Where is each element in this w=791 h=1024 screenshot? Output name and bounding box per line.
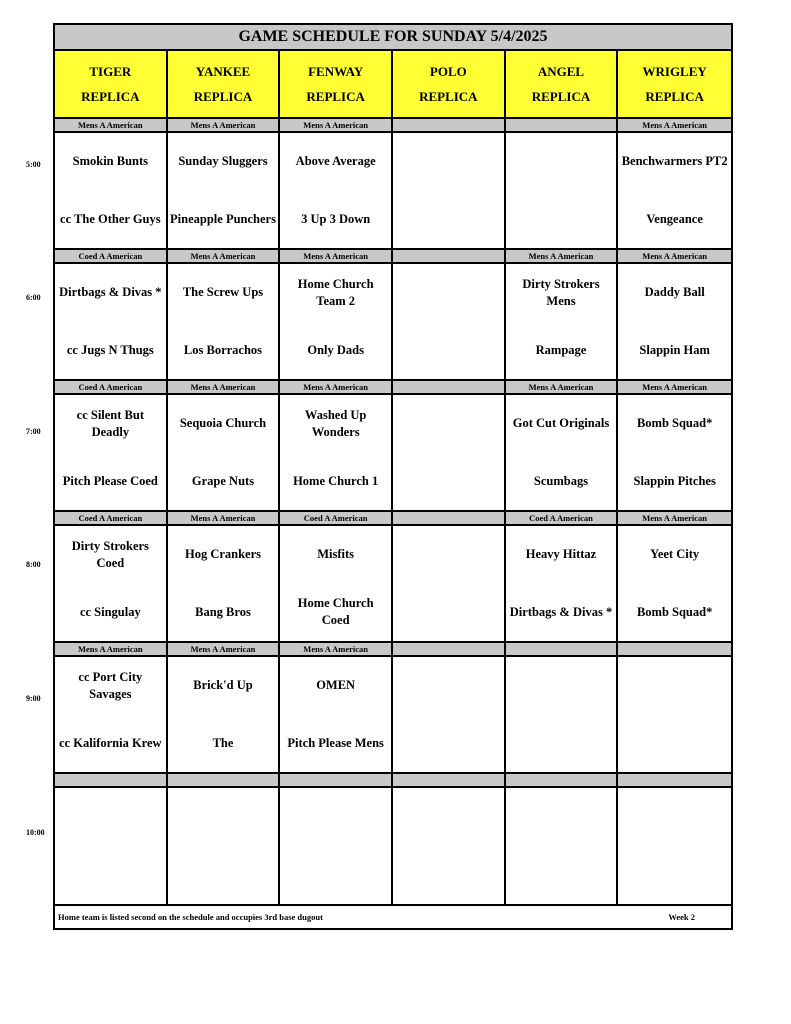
division-label: Mens A American [618, 381, 731, 395]
home-team [506, 846, 617, 904]
field-name: FENWAY [308, 64, 364, 79]
game-cell [393, 133, 506, 250]
home-team: Rampage [535, 342, 587, 357]
division-label [618, 774, 731, 788]
home-team: Pineapple Punchers [170, 211, 276, 226]
home-team: Bomb Squad* [636, 604, 713, 619]
game-cell [55, 788, 168, 906]
away-team: Home Church Team 2 [297, 276, 374, 308]
game-cell [280, 788, 393, 906]
division-label: Coed A American [55, 512, 168, 526]
game-cell [393, 395, 506, 512]
game-cell [618, 395, 731, 512]
home-team [393, 715, 504, 773]
division-label: Mens A American [618, 512, 731, 526]
home-team: Home Church 1 [293, 473, 379, 488]
time-label: 9:00 [26, 694, 41, 703]
game-cell [393, 788, 506, 906]
schedule-title: GAME SCHEDULE FOR SUNDAY 5/4/2025 [55, 25, 731, 51]
game-cell [55, 395, 168, 512]
division-label: Mens A American [280, 250, 393, 264]
away-team [55, 788, 166, 846]
field-name: POLO [429, 64, 467, 79]
away-team [506, 133, 617, 191]
home-team: 3 Up 3 Down [301, 211, 371, 226]
field-header [55, 51, 168, 119]
division-label: Mens A American [168, 119, 281, 133]
away-team: Dirty Strokers Coed [71, 538, 149, 570]
field-type: REPLICA [645, 89, 704, 104]
game-cell [280, 395, 393, 512]
division-label [393, 774, 506, 788]
home-team [393, 322, 504, 380]
home-team: Slappin Pitches [633, 473, 716, 488]
home-team [280, 846, 391, 904]
field-type: REPLICA [306, 89, 365, 104]
away-team: OMEN [316, 678, 356, 693]
home-team: Vengeance [646, 211, 703, 226]
division-label [393, 119, 506, 133]
away-team: Heavy Hittaz [525, 547, 597, 562]
away-team [506, 657, 617, 715]
division-label: Mens A American [168, 250, 281, 264]
away-team: Yeet City [650, 547, 700, 562]
away-team [393, 526, 504, 584]
division-label [168, 774, 281, 788]
game-cell [280, 526, 393, 643]
time-label: 6:00 [26, 293, 41, 302]
away-team [393, 788, 504, 846]
home-team [393, 191, 504, 249]
field-header [393, 51, 506, 119]
field-name: YANKEE [195, 64, 251, 79]
away-team: Benchwarmers PT2 [621, 154, 728, 169]
away-team: Hog Crankers [184, 547, 262, 562]
game-cell [168, 526, 281, 643]
division-label [280, 774, 393, 788]
field-type: REPLICA [531, 89, 591, 104]
away-team [280, 788, 391, 846]
home-team [618, 846, 731, 904]
game-cell [618, 264, 731, 381]
division-label: Mens A American [280, 643, 393, 657]
home-team: The [212, 735, 234, 750]
field-header [506, 51, 619, 119]
home-team: cc Kalifornia Krew [59, 735, 162, 750]
time-label: 7:00 [26, 427, 41, 436]
game-cell [506, 657, 619, 774]
away-team [506, 788, 617, 846]
division-label: Coed A American [506, 512, 619, 526]
field-name: TIGER [89, 64, 132, 79]
game-cell [168, 395, 281, 512]
division-label [393, 512, 506, 526]
home-team: cc Jugs N Thugs [66, 342, 154, 357]
home-team [618, 715, 731, 773]
division-label: Mens A American [168, 381, 281, 395]
field-type: REPLICA [193, 89, 253, 104]
home-team [55, 846, 166, 904]
division-label: Mens A American [618, 119, 731, 133]
game-cell [168, 133, 281, 250]
division-label: Mens A American [168, 512, 281, 526]
home-team [168, 846, 279, 904]
time-label: 5:00 [26, 160, 41, 169]
division-label: Mens A American [618, 250, 731, 264]
away-team: Bomb Squad* [636, 416, 713, 431]
home-team: cc The Other Guys [60, 211, 161, 226]
away-team: Washed Up Wonders [304, 407, 367, 439]
home-team [506, 191, 617, 249]
home-team: Bang Bros [195, 604, 251, 619]
away-team: Brick'd Up [193, 678, 253, 693]
home-team: cc Singulay [79, 604, 141, 619]
division-label: Mens A American [55, 643, 168, 657]
division-label [393, 643, 506, 657]
division-label [393, 250, 506, 264]
away-team: cc Silent But Deadly [76, 407, 144, 439]
home-team: Grape Nuts [191, 473, 255, 488]
away-team: Misfits [317, 547, 355, 562]
game-cell [506, 133, 619, 250]
home-team: Home Church Coed [297, 596, 374, 628]
game-cell [280, 133, 393, 250]
home-team [393, 453, 504, 511]
division-label: Mens A American [55, 119, 168, 133]
game-cell [506, 788, 619, 906]
away-team: Sunday Sluggers [178, 154, 268, 169]
home-team: Slappin Ham [639, 342, 710, 357]
game-cell [55, 264, 168, 381]
away-team: Daddy Ball [644, 285, 705, 300]
away-team [168, 788, 279, 846]
game-cell [280, 264, 393, 381]
away-team: Above Average [295, 154, 376, 169]
schedule-grid [55, 51, 731, 906]
game-cell [506, 526, 619, 643]
field-header [168, 51, 281, 119]
game-cell [280, 657, 393, 774]
week-label: Week 2 [668, 912, 695, 922]
time-label: 10:00 [26, 828, 45, 837]
game-cell [55, 133, 168, 250]
division-label: Mens A American [506, 381, 619, 395]
home-team [393, 846, 504, 904]
field-header [618, 51, 731, 119]
game-cell [618, 526, 731, 643]
game-cell [168, 264, 281, 381]
footer [55, 906, 731, 928]
time-label: 8:00 [26, 560, 41, 569]
home-team: Scumbags [533, 473, 589, 488]
home-team: Los Borrachos [183, 342, 263, 357]
game-cell [168, 788, 281, 906]
division-label [393, 381, 506, 395]
away-team [393, 133, 504, 191]
away-team: Got Cut Originals [512, 416, 610, 431]
away-team [393, 395, 504, 453]
game-cell [506, 395, 619, 512]
game-cell [618, 788, 731, 906]
division-label: Mens A American [506, 250, 619, 264]
game-cell [618, 657, 731, 774]
division-label [55, 774, 168, 788]
game-cell [55, 657, 168, 774]
division-label: Mens A American [168, 643, 281, 657]
division-label: Coed A American [55, 250, 168, 264]
home-team: Dirtbags & Divas * [509, 604, 613, 619]
division-label [506, 643, 619, 657]
field-name: WRIGLEY [642, 64, 707, 79]
game-cell [618, 133, 731, 250]
game-cell [55, 526, 168, 643]
game-cell [168, 657, 281, 774]
away-team: cc Port City Savages [78, 669, 143, 701]
game-cell [393, 657, 506, 774]
away-team: Sequoia Church [179, 416, 267, 431]
away-team [618, 788, 731, 846]
home-team: Only Dads [307, 342, 364, 357]
away-team [393, 657, 504, 715]
game-cell [506, 264, 619, 381]
field-type: REPLICA [419, 89, 478, 104]
away-team: The Screw Ups [182, 285, 264, 300]
away-team: Smokin Bunts [72, 154, 149, 169]
field-name: ANGEL [537, 64, 585, 79]
away-team [618, 657, 731, 715]
division-label: Coed A American [55, 381, 168, 395]
game-cell [393, 264, 506, 381]
division-label [618, 643, 731, 657]
footer-note: Home team is listed second on the schedule and occupies 3rd base dugout [58, 912, 323, 922]
home-team: Pitch Please Mens [287, 735, 384, 750]
away-team: Dirtbags & Divas * [59, 285, 162, 300]
field-header [280, 51, 393, 119]
division-label [506, 119, 619, 133]
schedule-table [53, 23, 733, 930]
division-label [506, 774, 619, 788]
home-team [393, 584, 504, 642]
home-team [506, 715, 617, 773]
division-label: Mens A American [280, 381, 393, 395]
home-team: Pitch Please Coed [62, 473, 158, 488]
division-label: Mens A American [280, 119, 393, 133]
away-team: Dirty Strokers Mens [522, 276, 600, 308]
field-type: REPLICA [81, 89, 140, 104]
division-label: Coed A American [280, 512, 393, 526]
away-team [393, 264, 504, 322]
game-cell [393, 526, 506, 643]
